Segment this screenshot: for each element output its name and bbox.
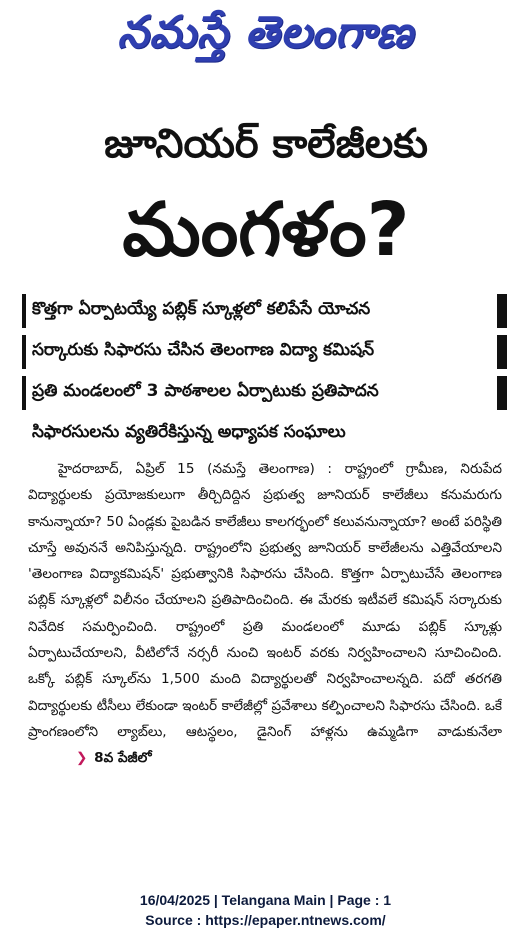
subheadline-decks <box>22 294 507 458</box>
continued-label: 8వ పేజీలో <box>94 750 152 767</box>
headline-line-2: మంగళం? <box>122 187 410 273</box>
subheadline-deck-2: సర్కారుకు సిఫారసు చేసిన తెలంగాణ విద్యా కమిషన్ <box>22 335 507 369</box>
arrow-right-icon: ❯ <box>76 750 88 767</box>
subheadline-deck-4: సిఫారసులను వ్యతిరేకిస్తున్న అధ్యాపక సంఘాలు <box>32 422 346 442</box>
masthead <box>0 6 531 70</box>
article-body <box>28 456 502 772</box>
headline-line-1: జూనియర్ కాలేజీలకు <box>104 121 428 167</box>
subheadline-deck-1: కొత్తగా ఏర్పాటయ్యే పబ్లిక్ స్కూళ్లలో కలిపేసే యోచన <box>22 294 507 328</box>
continued-on-page-link[interactable] <box>46 745 152 771</box>
masthead-title: నమస్తే తెలంగాణ <box>117 7 414 58</box>
article-paragraph: హైదరాబాద్, ఏప్రిల్ 15 (నమస్తే తెలంగాణ) : రాష్ట్రంలో గ్రామీణ, నిరుపేద విద్యార్థులకు ప్రయోజకులుగా తీర్చిదిద్దిన ప్రభుత్వ జూనియర్ కాలేజీలు కనుమరుగు కానున్నాయా? 50 ఏండ్లకు పైబడిన కాలేజీలు కాలగర్భంలో కలువనున్నాయా? అంటే పరిస్థితి చూస్తే అవుననే అనిపిస్తున్నది. రాష్ట్రంలోని ప్రభుత్వ జూనియర్ కాలేజీలను ఎత్తివేయాలని 'తెలంగాణ విద్యాకమిషన్' ప్రభుత్వానికి సిఫారసు చేసింది. కొత్తగా ఏర్పాటుచేసే తెలంగాణ పబ్లిక్ స్కూళ్లలో విలీనం చేయాలని ప్రతిపాదించింది. ఈ మేరకు ఇటీవలే కమిషన్ సర్కారుకు నివేదిక సమర్పించింది. రాష్ట్రంలో ప్రతి మండలంలో మూడు పబ్లిక్ స్కూళ్లు ఏర్పాటుచేయాలని, వీటిలోనే నర్సరీ నుంచి ఇంటర్ వరకు నిర్వహించాలని సూచించింది. ఒక్కో పబ్లిక్ స్కూల్‌ను 1,500 మంది విద్యార్థులతో నిర్వహించాలన్నది. పదో తరగతి విద్యార్థులకు టీసీలు లేకుండా ఇంటర్ కాలేజీల్లో ప్రవేశాలు కల్పించాలని సిఫారసు చేసింది. ఒకే ప్రాంగణంలోని ల్యాబ్‌లు, ఆటస్థలం, డైనింగ్ హాళ్లను ఉమ్మడిగా వాడుకునేలా <box>28 461 502 740</box>
subheadline-deck-3: ప్రతి మండలంలో 3 పాఠశాలల ఏర్పాటుకు ప్రతిపాదన <box>22 376 507 410</box>
source-footer <box>0 890 531 930</box>
footer-edition-info: 16/04/2025 | Telangana Main | Page : 1 <box>139 892 392 908</box>
footer-source-url: Source : https://epaper.ntnews.com/ <box>145 912 386 928</box>
